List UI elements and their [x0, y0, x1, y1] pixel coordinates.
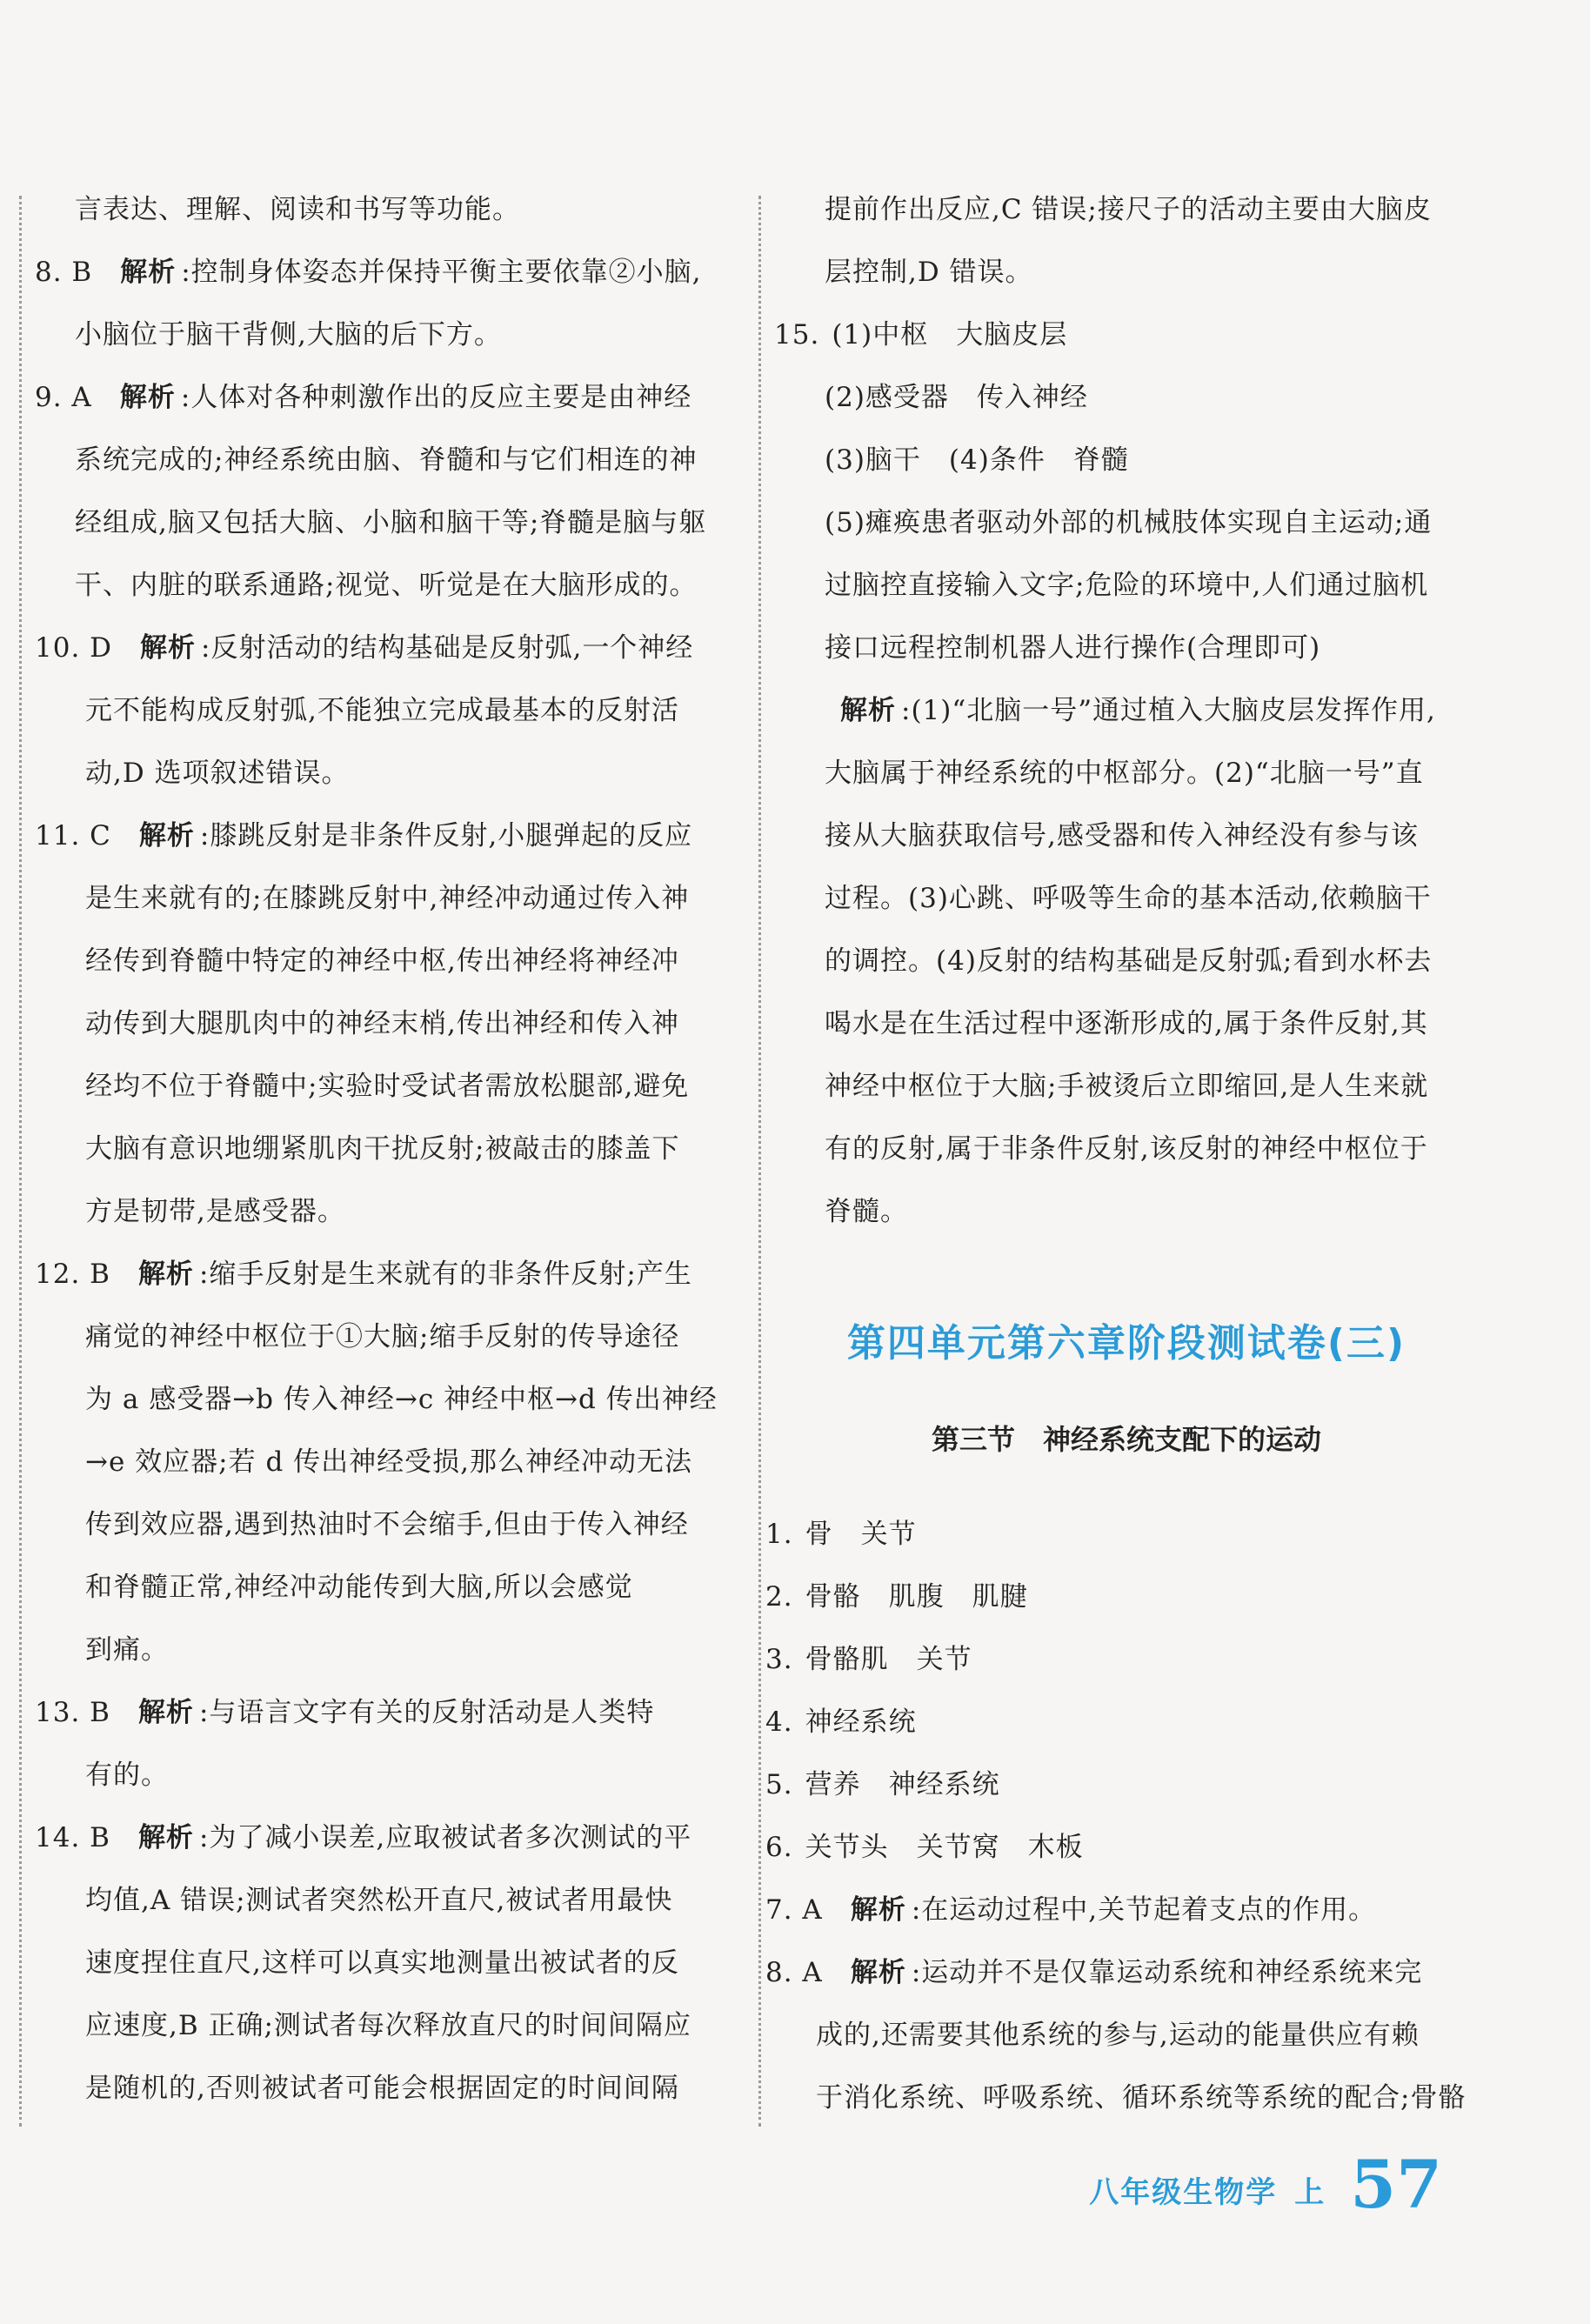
text-line — [35, 1493, 738, 1556]
text-line — [765, 1503, 1479, 1566]
line-text: 动传到大腿肌肉中的神经末梢,传出神经和传入神 — [85, 1008, 679, 1039]
column-divider — [758, 196, 761, 2127]
line-text: :与语言文字有关的反射活动是人类特 — [198, 1697, 655, 1728]
answer-number: 5. — [765, 1769, 793, 1800]
text-line — [35, 429, 738, 491]
line-text: 元不能构成反射弧,不能独立完成最基本的反射活 — [85, 695, 679, 726]
line-text: 言表达、理解、阅读和书写等功能。 — [75, 194, 520, 225]
text-line — [774, 1055, 1479, 1118]
answer-number: 6. — [765, 1832, 793, 1863]
text-line — [35, 930, 738, 992]
section-answers — [765, 1503, 1479, 2129]
line-text: 过程。(3)心跳、呼吸等生命的基本活动,依赖脑干 — [825, 883, 1432, 914]
line-text: (2)感受器 传入神经 — [825, 382, 1088, 413]
line-text: 成的,还需要其他系统的参与,运动的能量供应有赖 — [816, 2020, 1420, 2051]
text-line — [35, 1869, 738, 1932]
text-line — [35, 366, 738, 429]
line-text: (5)瘫痪患者驱动外部的机械肢体实现自主运动;通 — [825, 507, 1433, 538]
line-text: 营养 神经系统 — [805, 1769, 1000, 1800]
line-text: :(1)“北脑一号”通过植入大脑皮层发挥作用, — [901, 695, 1436, 726]
text-line — [35, 1180, 738, 1243]
line-text: :缩手反射是生来就有的非条件反射;产生 — [198, 1259, 692, 1290]
line-text: 接口远程控制机器人进行操作(合理即可) — [825, 632, 1321, 664]
answer-number: 8. B — [35, 257, 93, 288]
answer-number: 7. A — [765, 1894, 823, 1926]
line-text: :人体对各种刺激作出的反应主要是由神经 — [180, 382, 692, 413]
page-number: 57 — [1350, 2146, 1442, 2223]
answer-number: 4. — [765, 1706, 793, 1738]
line-text: 的调控。(4)反射的结构基础是反射弧;看到水杯去 — [825, 945, 1433, 977]
text-line — [774, 1118, 1479, 1180]
line-text: 骨骼 肌腹 肌腱 — [805, 1581, 1028, 1613]
text-line — [35, 805, 738, 867]
text-line — [765, 1628, 1479, 1691]
text-line — [35, 178, 738, 241]
text-line — [35, 1744, 738, 1806]
section-title: 第三节 神经系统支配下的运动 — [931, 1423, 1321, 1456]
text-line — [774, 429, 1479, 491]
answer-number: 15. — [774, 319, 820, 351]
left-column — [35, 178, 738, 2120]
text-line — [765, 1941, 1479, 2004]
line-text: :在运动过程中,关节起着支点的作用。 — [911, 1894, 1377, 1926]
text-line — [35, 1431, 738, 1493]
text-line — [774, 241, 1479, 304]
text-line — [765, 2067, 1479, 2129]
answer-number: 13. B — [35, 1697, 110, 1728]
analysis-label: 解析 — [840, 695, 896, 726]
answer-number: 14. B — [35, 1822, 110, 1853]
text-line — [774, 617, 1479, 679]
answer-number: 9. A — [35, 382, 92, 413]
line-text: 和脊髓正常,神经冲动能传到大脑,所以会感觉 — [85, 1572, 633, 1603]
line-text: :反射活动的结构基础是反射弧,一个神经 — [201, 632, 694, 664]
analysis-label: 解析 — [140, 632, 197, 664]
text-line — [774, 930, 1479, 992]
line-text: 大脑属于神经系统的中枢部分。(2)“北脑一号”直 — [825, 758, 1424, 789]
line-text: →e 效应器;若 d 传出神经受损,那么神经冲动无法 — [85, 1446, 693, 1478]
line-text: 应速度,B 正确;测试者每次释放直尺的时间间隔应 — [85, 2010, 691, 2041]
line-text: (3)脑干 (4)条件 脊髓 — [825, 444, 1129, 476]
line-text: 神经系统 — [805, 1706, 917, 1738]
footer-volume: 上 — [1294, 2175, 1325, 2210]
text-line — [35, 679, 738, 742]
line-text: 关节头 关节窝 木板 — [805, 1832, 1084, 1863]
line-text: :为了减小误差,应取被试者多次测试的平 — [198, 1822, 692, 1853]
line-text: 为 a 感受器→b 传入神经→c 神经中枢→d 传出神经 — [85, 1384, 718, 1415]
text-line — [35, 1932, 738, 1994]
line-text: 于消化系统、呼吸系统、循环系统等系统的配合;骨骼 — [816, 2082, 1466, 2114]
text-line — [774, 491, 1479, 554]
line-text: 经组成,脑又包括大脑、小脑和脑干等;脊髓是脑与躯 — [75, 507, 707, 538]
line-text: 提前作出反应,C 错误;接尺子的活动主要由大脑皮 — [825, 194, 1432, 225]
line-text: 层控制,D 错误。 — [825, 257, 1033, 288]
line-text: 经传到脊髓中特定的神经中枢,传出神经将神经冲 — [85, 945, 679, 977]
text-line — [774, 805, 1479, 867]
line-text: 系统完成的;神经系统由脑、脊髓和与它们相连的神 — [75, 444, 698, 476]
answer-number: 11. C — [35, 820, 111, 851]
line-text: :膝跳反射是非条件反射,小腿弹起的反应 — [199, 820, 693, 851]
analysis-label: 解析 — [119, 382, 176, 413]
line-text: :运动并不是仅靠运动系统和神经系统来完 — [911, 1957, 1423, 1988]
footer-grade-subject: 八年级生物学 — [1089, 2175, 1278, 2210]
right-column — [774, 178, 1479, 1243]
text-line — [35, 1055, 738, 1118]
line-text: 经均不位于脊髓中;实验时受试者需放松腿部,避免 — [85, 1071, 690, 1102]
text-line — [35, 241, 738, 304]
line-text: 有的反射,属于非条件反射,该反射的神经中枢位于 — [825, 1133, 1428, 1165]
line-text: :控制身体姿态并保持平衡主要依靠②小脑, — [181, 257, 702, 288]
text-line — [765, 1879, 1479, 1941]
line-text: 过脑控直接输入文字;危险的环境中,人们通过脑机 — [825, 570, 1429, 601]
text-line — [35, 742, 738, 805]
text-line — [35, 1306, 738, 1368]
answer-number: 10. D — [35, 632, 113, 664]
answer-number: 3. — [765, 1644, 793, 1675]
text-line — [765, 1691, 1479, 1753]
text-line — [774, 554, 1479, 617]
line-text: 痛觉的神经中枢位于①大脑;缩手反射的传导途径 — [85, 1321, 680, 1352]
text-line — [765, 2004, 1479, 2067]
text-line — [765, 1753, 1479, 1816]
line-text: 是随机的,否则被试者可能会根据固定的时间间隔 — [85, 2073, 679, 2104]
line-text: 神经中枢位于大脑;手被烫后立即缩回,是人生来就 — [825, 1071, 1429, 1102]
analysis-label: 解析 — [137, 1259, 194, 1290]
text-line — [765, 1566, 1479, 1628]
text-line — [774, 304, 1479, 366]
text-line — [774, 679, 1479, 742]
text-line — [35, 867, 738, 930]
text-line — [35, 491, 738, 554]
text-line — [35, 554, 738, 617]
line-text: 是生来就有的;在膝跳反射中,神经冲动通过传入神 — [85, 883, 690, 914]
text-line — [774, 742, 1479, 805]
line-text: 动,D 选项叙述错误。 — [85, 758, 350, 789]
text-line — [35, 1681, 738, 1744]
answer-number: 1. — [765, 1519, 793, 1550]
text-line — [774, 992, 1479, 1055]
text-line — [35, 1994, 738, 2057]
text-line — [35, 1806, 738, 1869]
line-text: 小脑位于脑干背侧,大脑的后下方。 — [75, 319, 502, 351]
analysis-label: 解析 — [120, 257, 177, 288]
analysis-label: 解析 — [137, 1822, 194, 1853]
line-text: 喝水是在生活过程中逐渐形成的,属于条件反射,其 — [825, 1008, 1428, 1039]
text-line — [774, 1180, 1479, 1243]
text-line — [35, 1243, 738, 1306]
line-text: 骨 关节 — [805, 1519, 917, 1550]
answer-number: 8. A — [765, 1957, 823, 1988]
answer-number: 12. B — [35, 1259, 110, 1290]
line-text: 传到效应器,遇到热油时不会缩手,但由于传入神经 — [85, 1509, 689, 1540]
line-text: 速度捏住直尺,这样可以真实地测量出被试者的反 — [85, 1947, 679, 1979]
left-margin-divider — [19, 196, 22, 2127]
text-line — [35, 2057, 738, 2120]
line-text: 方是韧带,是感受器。 — [85, 1196, 345, 1227]
analysis-label: 解析 — [850, 1894, 906, 1926]
text-line — [765, 1816, 1479, 1879]
text-line — [35, 1556, 738, 1619]
line-text: 接从大脑获取信号,感受器和传入神经没有参与该 — [825, 820, 1419, 851]
text-line — [35, 617, 738, 679]
text-line — [35, 1619, 738, 1681]
text-line — [35, 992, 738, 1055]
line-text: 骨骼肌 关节 — [805, 1644, 972, 1675]
analysis-label: 解析 — [138, 820, 195, 851]
text-line — [774, 366, 1479, 429]
line-text: 脊髓。 — [825, 1196, 908, 1227]
answer-number: 2. — [765, 1581, 793, 1613]
line-text: 均值,A 错误;测试者突然松开直尺,被试者用最快 — [85, 1885, 673, 1916]
analysis-label: 解析 — [850, 1957, 906, 1988]
line-text: 有的。 — [85, 1760, 169, 1791]
analysis-label: 解析 — [137, 1697, 194, 1728]
line-text: 大脑有意识地绷紧肌肉干扰反射;被敲击的膝盖下 — [85, 1133, 680, 1165]
page-footer — [1089, 2140, 1442, 2223]
line-text: (1)中枢 大脑皮层 — [832, 319, 1068, 351]
line-text: 干、内脏的联系通路;视觉、听觉是在大脑形成的。 — [75, 570, 698, 601]
text-line — [35, 1368, 738, 1431]
text-line — [35, 304, 738, 366]
text-line — [35, 1118, 738, 1180]
line-text: 到痛。 — [85, 1634, 169, 1666]
unit-title: 第四单元第六章阶段测试卷(三) — [846, 1321, 1406, 1366]
text-line — [774, 867, 1479, 930]
text-line — [774, 178, 1479, 241]
